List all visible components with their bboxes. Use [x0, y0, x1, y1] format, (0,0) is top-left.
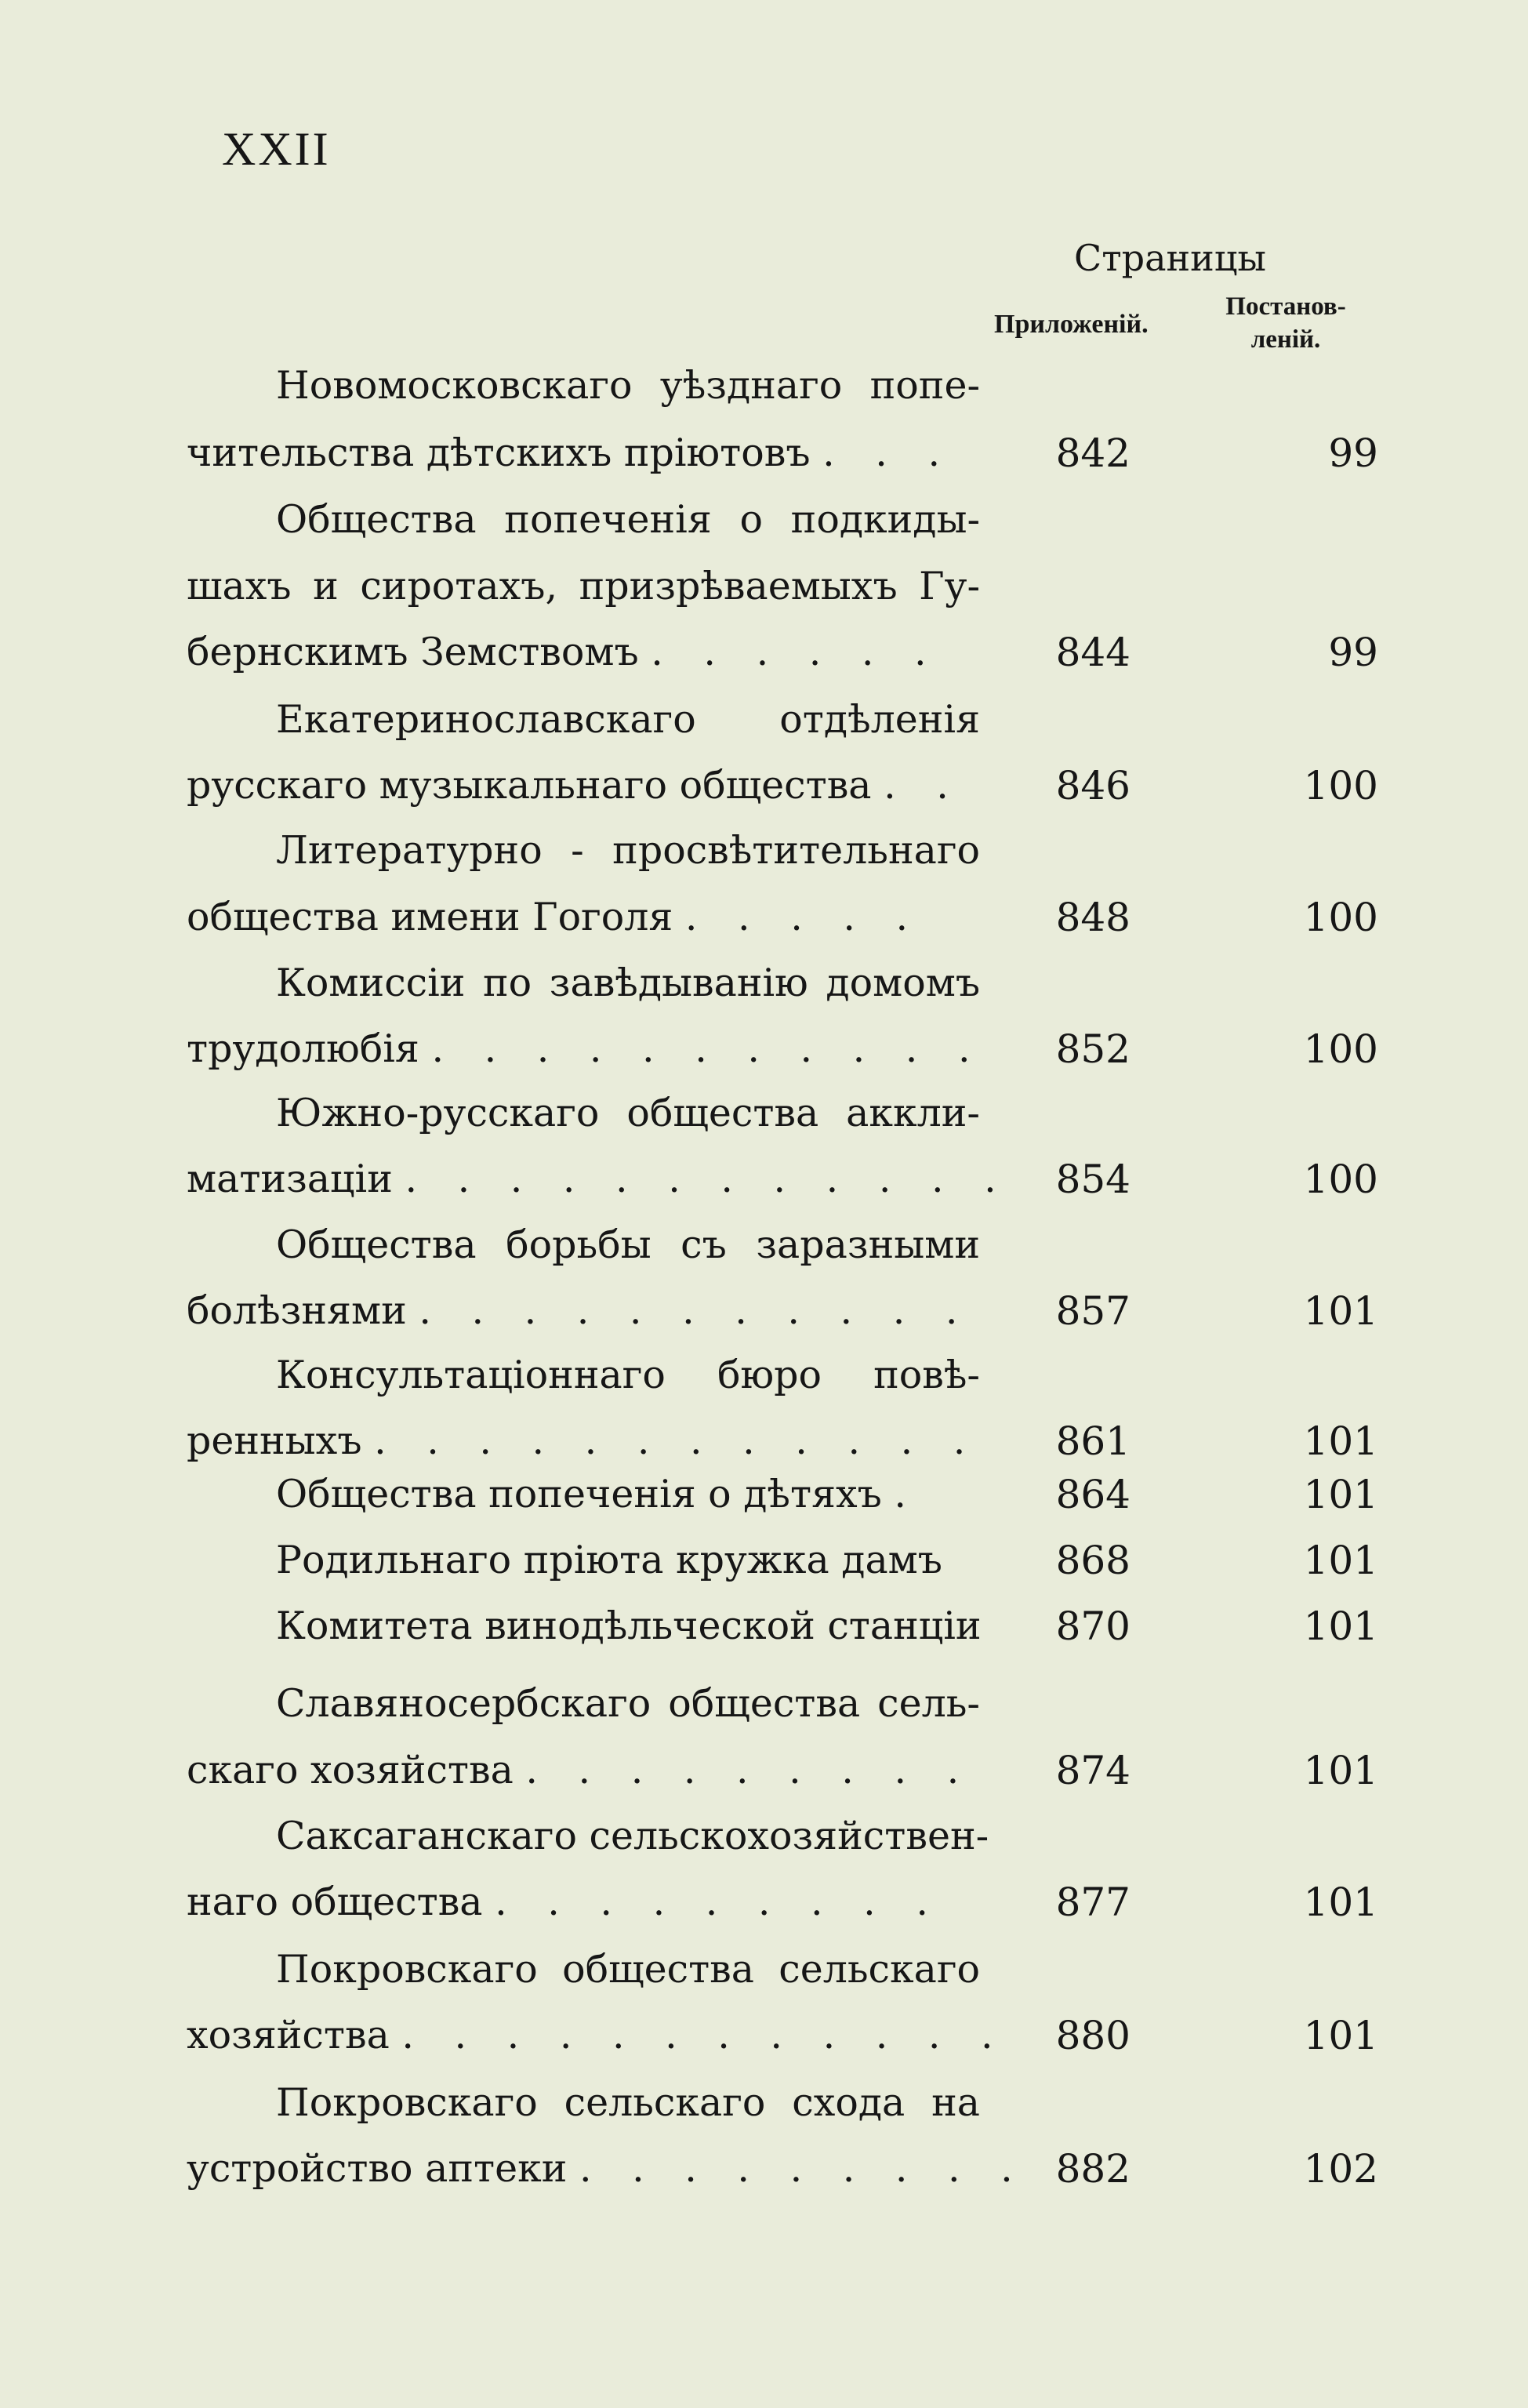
applications-page-number: 882 [1055, 2146, 1131, 2192]
entry-text: устройство аптеки [187, 2146, 568, 2191]
entry-text: чительства дѣтскихъ прiютовъ [187, 430, 811, 475]
dot-leader: . . . . . . . . . . . . [374, 1418, 980, 1463]
entry-line [276, 1680, 980, 1727]
column-header-resolutions-line-2: ленiй. [1250, 325, 1321, 354]
applications-page-number: 857 [1055, 1288, 1131, 1334]
entry-line [276, 1813, 989, 1860]
column-header-resolutions-line-1: Постанов- [1225, 292, 1346, 321]
applications-page-number: 854 [1055, 1157, 1131, 1202]
entry-line [276, 362, 980, 409]
entry-line [187, 1747, 980, 1794]
entry-line [187, 629, 980, 676]
resolutions-page-number: 102 [1303, 2146, 1378, 2192]
resolutions-page-number: 101 [1303, 1418, 1378, 1464]
entry-line [276, 1222, 980, 1269]
entry-text: наго общества [187, 1880, 483, 1924]
entry-line [187, 1026, 985, 1073]
entry-text: Новомосковскаго уѣзднаго попе- [276, 363, 980, 408]
entry-line [187, 430, 980, 477]
applications-page-number: 880 [1055, 2013, 1131, 2058]
dot-leader: . . [884, 763, 963, 808]
entry-line [276, 696, 980, 743]
entry-text: Екатеринославскаго отдѣленiя [276, 697, 980, 742]
applications-page-number: 846 [1055, 763, 1131, 808]
entry-line [276, 1471, 980, 1518]
resolutions-page-number: 100 [1303, 1026, 1378, 1072]
entry-text: бернскимъ Земствомъ [187, 630, 639, 674]
entry-line [276, 827, 980, 874]
entry-text: болѣзнями [187, 1288, 407, 1333]
entry-line [276, 2079, 980, 2127]
column-header-applications: Приложенiй. [994, 310, 1149, 339]
applications-page-number: 844 [1055, 630, 1131, 675]
entry-text: ренныхъ [187, 1418, 362, 1463]
entry-line [187, 2012, 1007, 2059]
entry-text: Южно-русскаго общества аккли- [276, 1091, 980, 1135]
applications-page-number: 864 [1055, 1472, 1131, 1517]
dot-leader: . . . . . . . . . . . [431, 1026, 985, 1071]
entry-text: Покровскаго сельскаго схода на [276, 2080, 980, 2125]
column-header-title: Страницы [1074, 237, 1267, 279]
resolutions-page-number: 99 [1328, 630, 1378, 675]
entry-line [187, 1418, 980, 1465]
entry-text: Общества борьбы съ заразными [276, 1222, 980, 1267]
entry-text: шахъ и сиротахъ, призрѣваемыхъ Гу- [187, 564, 980, 608]
entry-line [276, 1946, 980, 1993]
entry-line [276, 496, 980, 543]
dot-leader: . . . . . . . . . . . . [405, 1157, 1011, 1201]
entry-line [187, 1288, 980, 1335]
entry-text: матизацiи [187, 1157, 393, 1201]
entry-text: трудолюбiя [187, 1026, 419, 1071]
resolutions-page-number: 101 [1303, 1748, 1378, 1793]
applications-page-number: 848 [1055, 895, 1131, 940]
entry-text: Литературно - просвѣтительнаго [276, 828, 980, 873]
page-number: XXII [222, 123, 331, 175]
dot-leader: . . . . . . . . . [579, 2146, 1027, 2191]
entry-text: Общества попеченiя о подкиды- [276, 497, 980, 542]
resolutions-page-number: 100 [1303, 1157, 1378, 1202]
entry-text: Комиссiи по завѣдыванiю домомъ [276, 961, 980, 1005]
dot-leader: . . . . . . . . . [495, 1880, 942, 1924]
entry-text: Славяносербскаго общества сель- [276, 1681, 980, 1726]
resolutions-page-number: 101 [1303, 2013, 1378, 2058]
entry-line [276, 1537, 980, 1584]
entry-line [187, 894, 980, 941]
applications-page-number: 868 [1055, 1538, 1131, 1583]
entry-text: Комитета винодѣльческой станцiи [276, 1604, 982, 1648]
applications-page-number: 874 [1055, 1748, 1131, 1793]
dot-leader: . . . . . . . . . . . [419, 1288, 972, 1333]
dot-leader: . . . . . . [651, 630, 941, 674]
entry-text: общества имени Гоголя [187, 895, 673, 939]
entry-line [187, 1156, 1011, 1203]
dot-leader: . . . . . . . . . . . . [401, 2013, 1007, 2058]
entry-line [276, 1603, 980, 1650]
applications-page-number: 861 [1055, 1418, 1131, 1464]
entry-line [187, 563, 980, 610]
entry-line [187, 762, 980, 809]
entry-text: Консультацiоннаго бюро повѣ- [276, 1353, 980, 1397]
resolutions-page-number: 101 [1303, 1880, 1378, 1925]
entry-text: Покровскаго общества сельскаго [276, 1947, 980, 1992]
entry-text: Общества попеченiя о дѣтяхъ . [276, 1472, 906, 1516]
resolutions-page-number: 101 [1303, 1288, 1378, 1334]
dot-leader: . . . [822, 430, 955, 475]
resolutions-page-number: 100 [1303, 763, 1378, 808]
entry-text: Родильнаго прiюта кружка дамъ [276, 1538, 942, 1582]
entry-line [276, 1090, 980, 1137]
resolutions-page-number: 101 [1303, 1472, 1378, 1517]
entry-text: Саксаганскаго сельскохозяйствен- [276, 1814, 989, 1858]
entry-line [187, 1879, 980, 1926]
entry-line [276, 960, 980, 1007]
applications-page-number: 842 [1055, 430, 1131, 476]
dot-leader: . . . . . . . . . [525, 1748, 974, 1792]
entry-line [276, 1352, 980, 1399]
resolutions-page-number: 100 [1303, 895, 1378, 940]
applications-page-number: 852 [1055, 1026, 1131, 1072]
dot-leader: . . . . . [684, 895, 923, 939]
resolutions-page-number: 101 [1303, 1604, 1378, 1649]
resolutions-page-number: 99 [1328, 430, 1378, 476]
applications-page-number: 877 [1055, 1880, 1131, 1925]
entry-line [187, 2145, 1027, 2192]
entry-text: скаго хозяйства [187, 1748, 514, 1792]
entry-text: русскаго музыкальнаго общества [187, 763, 872, 808]
applications-page-number: 870 [1055, 1604, 1131, 1649]
entry-text: хозяйства [187, 2013, 390, 2058]
resolutions-page-number: 101 [1303, 1538, 1378, 1583]
